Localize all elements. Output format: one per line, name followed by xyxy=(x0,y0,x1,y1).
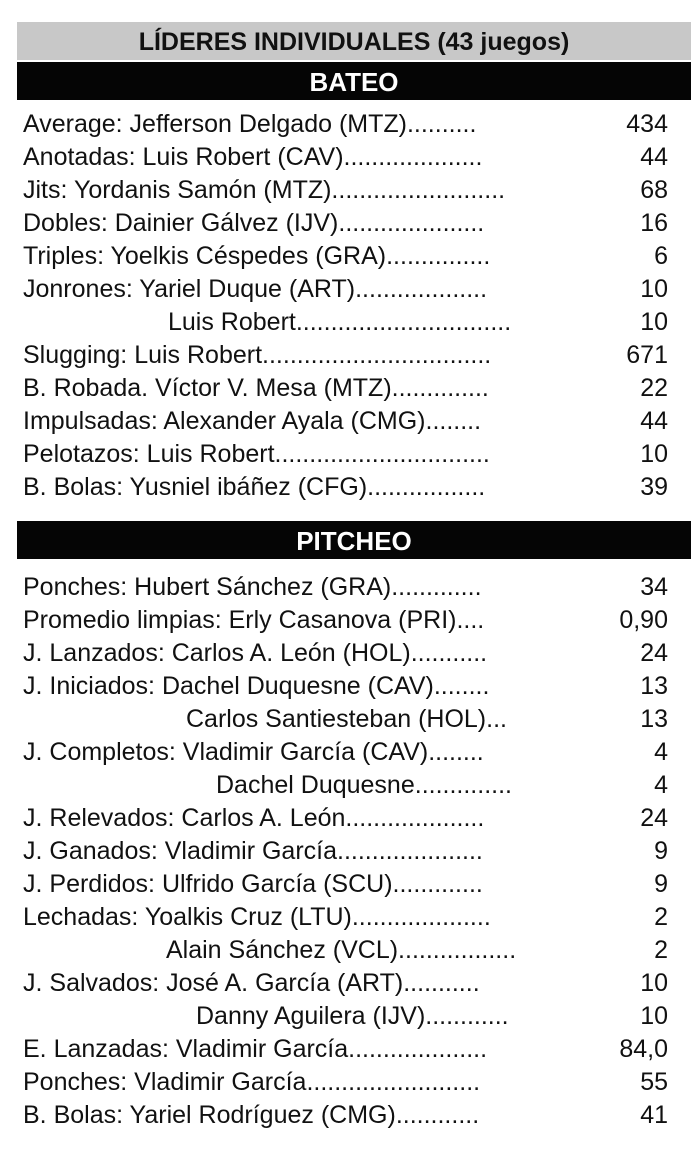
page-title: LÍDERES INDIVIDUALES (43 juegos) xyxy=(17,22,691,60)
pitching-section-header: PITCHEO xyxy=(17,521,691,559)
stat-value: 22 xyxy=(640,374,668,402)
stat-row xyxy=(23,471,668,504)
stat-label: Impulsadas: Alexander Ayala (CMG)........ xyxy=(23,407,482,435)
stat-label: J. Perdidos: Ulfrido García (SCU)............. xyxy=(23,870,483,898)
stat-row xyxy=(23,141,668,174)
stat-label: Luis Robert............................... xyxy=(168,308,512,336)
stat-row xyxy=(23,339,668,372)
stat-label: J. Salvados: José A. García (ART)........... xyxy=(23,969,480,997)
stat-label: Triples: Yoelkis Céspedes (GRA)............... xyxy=(23,242,491,270)
stat-value: 34 xyxy=(640,573,668,601)
stat-label: J. Ganados: Vladimir García..................... xyxy=(23,837,483,865)
stat-row xyxy=(23,372,668,405)
stat-value: 0,90 xyxy=(619,606,668,634)
stat-value: 9 xyxy=(654,870,668,898)
stat-label: Carlos Santiesteban (HOL)... xyxy=(186,705,507,733)
stat-value: 39 xyxy=(640,473,668,501)
stat-label: J. Relevados: Carlos A. León.................... xyxy=(23,804,485,832)
stat-label: Danny Aguilera (IJV)............ xyxy=(196,1002,509,1030)
stat-row xyxy=(23,108,668,141)
stat-value: 671 xyxy=(626,341,668,369)
stat-label: J. Iniciados: Dachel Duquesne (CAV)........ xyxy=(23,672,490,700)
stat-row xyxy=(23,736,668,769)
batting-section-header: BATEO xyxy=(17,62,691,100)
stat-row xyxy=(23,273,668,306)
stat-label: B. Robada. Víctor V. Mesa (MTZ).............. xyxy=(23,374,489,402)
stat-row xyxy=(23,868,668,901)
stat-row xyxy=(23,571,668,604)
stat-label: B. Bolas: Yariel Rodríguez (CMG)............ xyxy=(23,1101,480,1129)
stat-row xyxy=(23,637,668,670)
stat-value: 44 xyxy=(640,143,668,171)
stat-value: 10 xyxy=(640,308,668,336)
stat-label: Lechadas: Yoalkis Cruz (LTU).................... xyxy=(23,903,491,931)
stat-row xyxy=(23,306,668,339)
stat-value: 13 xyxy=(640,672,668,700)
stat-label: Average: Jefferson Delgado (MTZ).......... xyxy=(23,110,477,138)
stat-value: 10 xyxy=(640,1002,668,1030)
stat-label: Slugging: Luis Robert................................. xyxy=(23,341,492,369)
stat-label: Anotadas: Luis Robert (CAV).................... xyxy=(23,143,483,171)
stat-label: Jits: Yordanis Samón (MTZ)......................... xyxy=(23,176,506,204)
stat-value: 2 xyxy=(654,903,668,931)
stat-row xyxy=(23,1066,668,1099)
stat-value: 9 xyxy=(654,837,668,865)
stat-row xyxy=(23,967,668,1000)
stat-value: 10 xyxy=(640,275,668,303)
stat-label: Ponches: Hubert Sánchez (GRA)............. xyxy=(23,573,482,601)
stat-value: 434 xyxy=(626,110,668,138)
stat-value: 4 xyxy=(654,738,668,766)
stat-row xyxy=(23,604,668,637)
stat-value: 24 xyxy=(640,639,668,667)
stat-row xyxy=(23,207,668,240)
stat-label: J. Completos: Vladimir García (CAV)........ xyxy=(23,738,484,766)
stat-value: 55 xyxy=(640,1068,668,1096)
stat-row xyxy=(23,769,668,802)
stat-value: 10 xyxy=(640,440,668,468)
stat-label: Ponches: Vladimir García......................... xyxy=(23,1068,481,1096)
stat-row xyxy=(23,802,668,835)
stat-row xyxy=(23,174,668,207)
stat-value: 44 xyxy=(640,407,668,435)
pitching-list xyxy=(23,571,668,1132)
stat-value: 4 xyxy=(654,771,668,799)
stat-row xyxy=(23,1099,668,1132)
stat-value: 24 xyxy=(640,804,668,832)
stat-value: 6 xyxy=(654,242,668,270)
stat-row xyxy=(23,1000,668,1033)
stat-row xyxy=(23,835,668,868)
stat-value: 68 xyxy=(640,176,668,204)
stat-row xyxy=(23,703,668,736)
stat-label: Pelotazos: Luis Robert............................... xyxy=(23,440,490,468)
stat-label: Dobles: Dainier Gálvez (IJV)..................... xyxy=(23,209,485,237)
stat-label: Jonrones: Yariel Duque (ART)................... xyxy=(23,275,488,303)
stat-row xyxy=(23,1033,668,1066)
stat-label: Alain Sánchez (VCL)................. xyxy=(166,936,517,964)
stat-value: 2 xyxy=(654,936,668,964)
stat-value: 13 xyxy=(640,705,668,733)
stat-row xyxy=(23,240,668,273)
stat-row xyxy=(23,901,668,934)
stat-row xyxy=(23,438,668,471)
stat-label: B. Bolas: Yusniel ibáñez (CFG)................. xyxy=(23,473,486,501)
stat-row xyxy=(23,405,668,438)
stat-value: 16 xyxy=(640,209,668,237)
stat-value: 10 xyxy=(640,969,668,997)
stat-row xyxy=(23,670,668,703)
stat-label: E. Lanzadas: Vladimir García.................... xyxy=(23,1035,488,1063)
stat-value: 84,0 xyxy=(619,1035,668,1063)
stat-value: 41 xyxy=(640,1101,668,1129)
stat-label: J. Lanzados: Carlos A. León (HOL)........... xyxy=(23,639,488,667)
stat-label: Dachel Duquesne.............. xyxy=(216,771,512,799)
batting-list xyxy=(23,108,668,504)
stat-label: Promedio limpias: Erly Casanova (PRI).... xyxy=(23,606,485,634)
stat-row xyxy=(23,934,668,967)
